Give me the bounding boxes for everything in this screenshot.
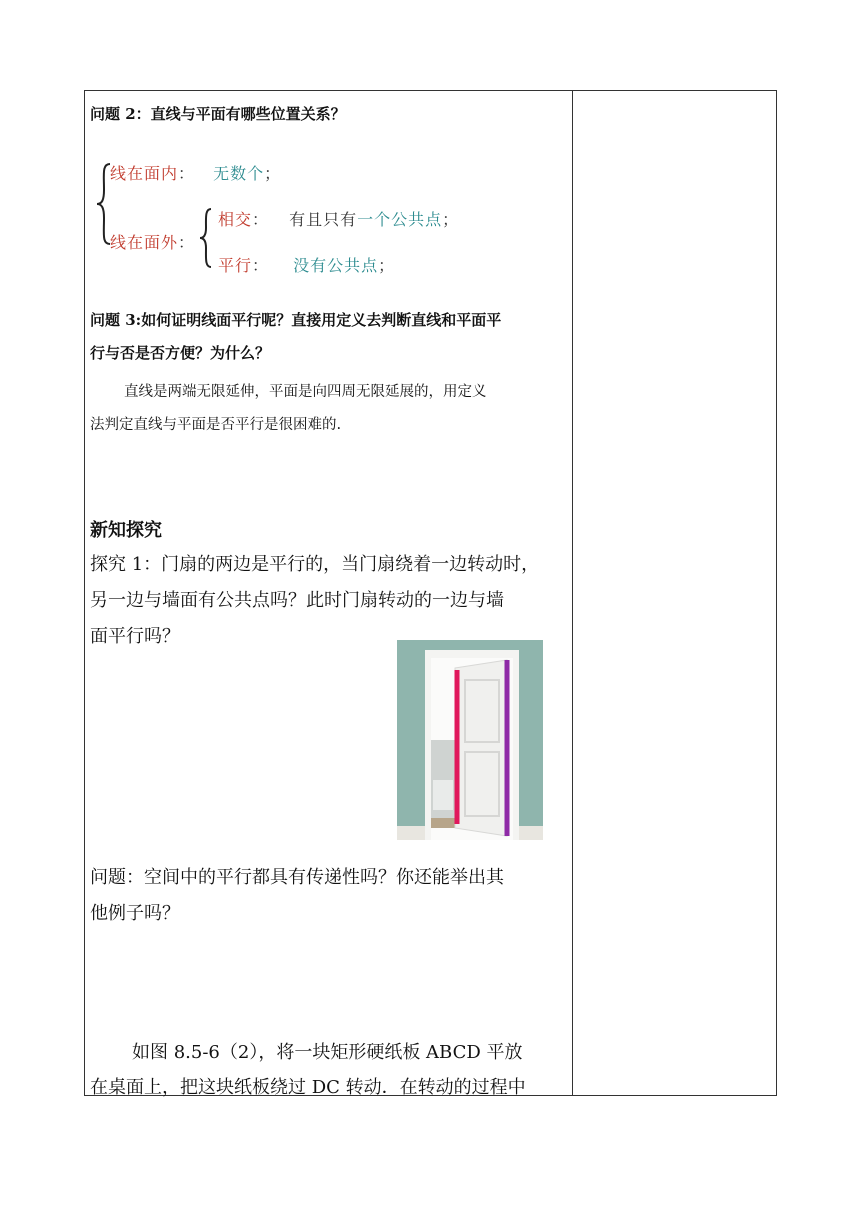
door-photo	[397, 640, 543, 840]
intersect-label: 相交	[218, 210, 253, 229]
in-plane-semicolon: ；	[264, 164, 282, 183]
in-plane-label: 线在面内	[110, 164, 179, 183]
question-3-answer-line-1: 直线是两端无限延伸，平面是向四周无限延展的，用定义	[124, 384, 487, 400]
question-3-title-line-1: 问题 3:如何证明线面平行呢？直接用定义去判断直线和平面平	[90, 311, 502, 329]
inner-brace	[198, 206, 214, 270]
parallel-semicolon: ；	[378, 256, 396, 275]
explore-line-1: 探究 1：门扇的两边是平行的，当门扇绕着一边转动时，	[90, 554, 540, 575]
out-plane-row	[110, 230, 195, 253]
question-2-title: 问题 2：直线与平面有哪些位置关系？	[90, 105, 346, 123]
in-plane-colon: ：	[178, 164, 196, 183]
parallel-row	[218, 253, 395, 276]
parallel-value: 没有公共点	[293, 256, 379, 275]
question-line-1: 问题：空间中的平行都具有传递性吗？你还能举出其	[90, 867, 504, 888]
intersect-value: 一个公共点	[357, 210, 443, 229]
in-plane-row	[110, 161, 281, 184]
parallel-label: 平行	[218, 256, 253, 275]
intersect-colon: ：	[252, 210, 270, 229]
figure-line-1: 如图 8.5-6（2），将一块矩形硬纸板 ABCD 平放	[132, 1042, 523, 1063]
out-plane-colon: ：	[178, 233, 196, 252]
out-plane-label: 线在面外	[110, 233, 179, 252]
intersect-semicolon: ；	[442, 210, 460, 229]
figure-line-2: 在桌面上，把这块纸板绕过 DC 转动．在转动的过程中	[90, 1077, 526, 1098]
in-plane-value: 无数个	[213, 164, 265, 183]
question-line-2: 他例子吗？	[90, 903, 180, 924]
intersect-pre: 有且只有	[289, 210, 358, 229]
parallel-colon: ：	[252, 256, 270, 275]
intersect-row	[218, 207, 459, 230]
question-3-answer-line-2: 法判定直线与平面是否平行是很困难的.	[90, 417, 342, 433]
column-divider	[572, 90, 573, 1096]
question-3-title-line-2: 行与否是否方便？为什么？	[90, 344, 271, 362]
section-heading: 新知探究	[90, 520, 162, 541]
explore-line-2: 另一边与墙面有公共点吗？此时门扇转动的一边与墙	[90, 590, 504, 611]
explore-line-3: 面平行吗？	[90, 626, 180, 647]
